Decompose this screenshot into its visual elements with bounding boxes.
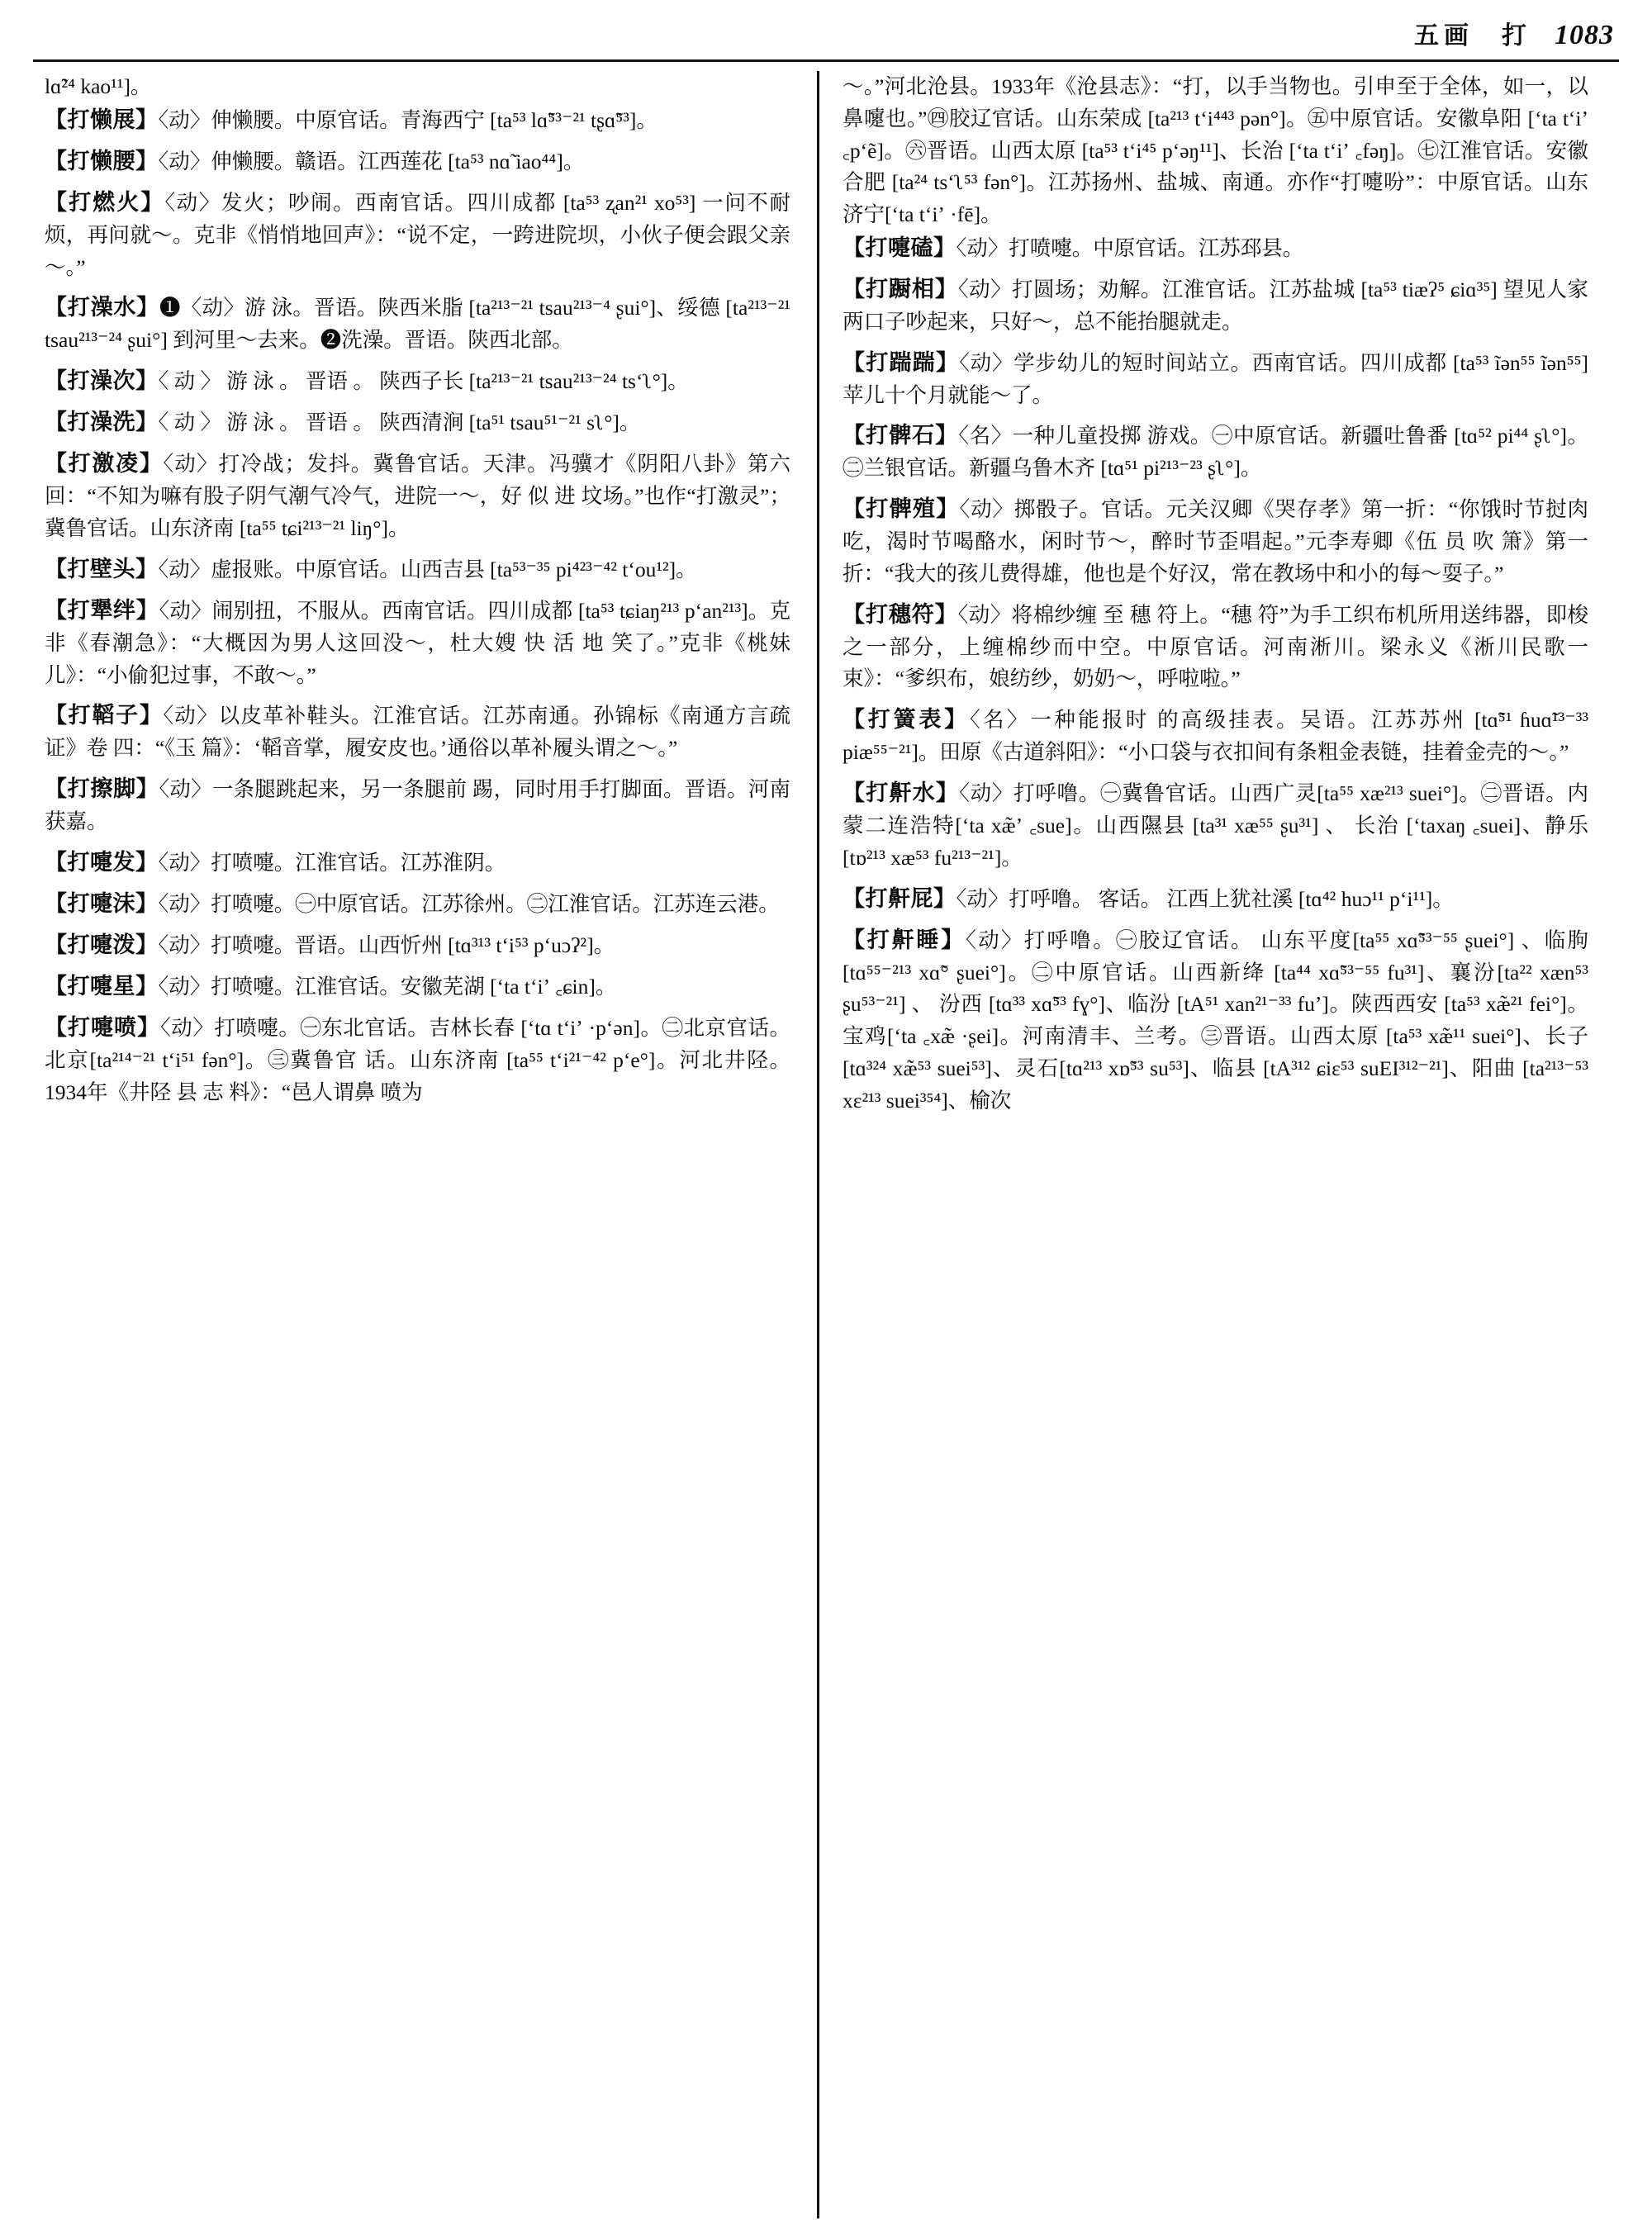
entry-headword: 【打髀殖】	[843, 496, 960, 523]
entry-text: 〈 动 〉 游 泳 。 晋语 。 陕西清涧 [ta⁵¹ tsau⁵¹⁻²¹ sʅ°]。	[158, 410, 641, 435]
entry-text: 〈动〉虚报账。中原官话。山西吉县 [ta⁵³⁻³⁵ pi⁴²³⁻⁴² tʻou¹²]。	[158, 557, 697, 581]
entry-text: 〈动〉打呼噜。 客话。 江西上犹社溪 [tɑ⁴² huɔ¹¹ pʻi¹¹]。	[956, 886, 1454, 911]
entry-text: 〈动〉伸懒腰。赣语。江西莲花 [ta⁵³ nɑ̃ iao⁴⁴]。	[158, 149, 585, 173]
dictionary-entry	[843, 419, 1588, 485]
entry-text: 〈动〉打喷嚏。晋语。山西忻州 [tɑ³¹³ tʻi⁵³ pʻuɔʔ²]。	[158, 932, 615, 957]
dictionary-entry	[45, 406, 790, 439]
entry-text: 〈动〉打喷嚏。㊀中原官话。江苏徐州。㊁江淮官话。江苏连云港。	[158, 891, 780, 916]
dictionary-entry	[843, 776, 1588, 875]
page-header	[1414, 15, 1614, 51]
entry-text: ❶〈动〉游 泳。晋语。陕西米脂 [ta²¹³⁻²¹ tsau²¹³⁻⁴ ʂui°]、绥德 [ta²¹³⁻²¹ tsau²¹³⁻²⁴ ʂui°] 到河里～去来。❷洗澡。晋语。陕西北部。	[45, 296, 791, 353]
entry-text: 〈动〉发火；吵闹。西南官话。四川成都 [ta⁵³ ʐan²¹ xo⁵³] 一问不耐烦，再问就～。克非《悄悄地回声》：“说不定，一跨进院坝，小伙子便会跟父亲～。”	[45, 190, 791, 279]
entry-text: 〈动〉学步幼儿的短时间站立。西南官话。四川成都 [ta⁵³ ĩən⁵⁵ ĩən⁵⁵] 苹儿十个月就能～了。	[843, 350, 1588, 407]
dictionary-entry	[843, 346, 1588, 412]
entry-text: 〈动〉掷骰子。官话。元关汉卿《哭存孝》第一折：“你饿时节挝肉吃，渴时节喝酪水，闲时节～，醉时节歪唱起。”元李寿卿《伍 员 吹 箫》第一折：“我大的孩儿费得雄，他也是个好汉，常在教场中和小的每～耍子。”	[843, 497, 1589, 586]
entry-text: 〈动〉打喷嚏。江淮官话。安徽芜湖 [ʻta tʻiʼ ꜀ɕin]。	[158, 974, 617, 999]
entry-headword: 【打鞱子】	[45, 703, 164, 729]
dictionary-entry	[843, 923, 1588, 1117]
entry-headword: 【打鼾屁】	[843, 885, 957, 912]
dictionary-entry	[45, 291, 790, 357]
dictionary-entry	[45, 772, 790, 838]
entry-text: 〈动〉闹别扭，不服从。西南官话。四川成都 [ta⁵³ tɕiaŋ²¹³ pʻan²¹³]。克非《春潮急》：“大概因为男人这回没～，杜大嫂 快 活 地 笑了。”克非《桃妹儿》：“小偷犯过事，不敢～。”	[45, 598, 790, 687]
entry-text: 〈动〉打呼噜。㊀冀鲁官话。山西广灵[ta⁵⁵ xæ²¹³ suei°]。㊁晋语。内蒙二连浩特[ʻta xæ̃ʼ ꜀sue]。山西隰县 [ta³¹ xæ⁵⁵ ʂu³¹] 、 长治 [ʻtaxaŋ ꜀suei]、静乐[tɒ²¹³ xæ⁵³ fu²¹³⁻²¹]。	[843, 780, 1589, 870]
entry-headword: 【打髀石】	[843, 423, 959, 449]
entry-headword: 【打穗符】	[843, 601, 958, 628]
entry-continuation	[843, 71, 1588, 231]
entry-headword: 【打燃火】	[45, 189, 165, 216]
dictionary-entry	[45, 553, 790, 586]
entry-headword: 【打澡洗】	[45, 410, 159, 436]
header-radical: 五画	[1414, 21, 1474, 50]
entry-headword: 【打擦脚】	[45, 776, 159, 803]
entry-text: 〈动〉打冷战；发抖。冀鲁官话。天津。冯骥才《阴阳八卦》第六回：“不知为嘛有股子阴气潮气冷气，进院一～，好 似 进 坟场。”也作“打激灵”；冀鲁官话。山东济南 [ta⁵⁵ tɕi²¹³⁻²¹ liŋ°]。	[45, 452, 790, 540]
entry-headword: 【打嚏星】	[45, 973, 159, 999]
entry-text: lɑ̃²⁴ kao¹¹]。	[45, 74, 152, 98]
column-divider	[817, 71, 819, 2218]
dictionary-entry	[45, 145, 790, 178]
page-number: 1083	[1555, 20, 1614, 50]
dictionary-entry	[843, 231, 1588, 265]
entry-headword: 【打鼾睡】	[843, 927, 966, 953]
dictionary-entry	[45, 970, 790, 1004]
dictionary-entry	[45, 103, 790, 137]
dictionary-entry	[843, 273, 1588, 339]
entry-headword: 【打嚏磕】	[843, 235, 957, 261]
entry-text: ～。”河北沧县。1933年《沧县志》：“打，以手当物也。引申至于全体，如一，以鼻嚔也。”㊃胶辽官话。山东荣成 [ta²¹³ tʻi⁴⁴³ pən°]。㊄中原官话。安徽阜阳 [ʻta tʻiʼ ꜀pʻẽ]。㊅晋语。山西太原 [ta⁵³ tʻi⁴⁵ pʻəŋ¹¹]、长治 [ʻta tʻiʼ ꜀fəŋ]。㊆江淮官话。安徽合肥 [ta²⁴ tsʻʅ⁵³ fən°]。江苏扬州、盐城、南通。亦作“打嚏吩”：中原官话。山东济宁[ʻta tʻiʼ ·fē]。	[843, 74, 1588, 226]
entry-text: 〈名〉一种能报时 的高级挂表。吴语。江苏苏州 [tɑ̃⁵¹ ɦuɑ̃¹³⁻³³ piæ⁵⁵⁻²¹]。田原《古道斜阳》：“小口袋与衣扣间有条粗金表链，挂着金壳的～。”	[843, 708, 1589, 765]
dictionary-entry	[45, 364, 790, 398]
entry-headword: 【打嚏发】	[45, 849, 159, 875]
dictionary-entry	[45, 594, 790, 692]
entry-headword: 【打澡水】	[45, 295, 159, 321]
entry-headword: 【打懒展】	[45, 107, 159, 133]
header-rule	[33, 59, 1619, 62]
column-right	[831, 71, 1603, 2218]
header-character: 打	[1502, 21, 1526, 50]
entry-headword: 【打蹰相】	[843, 276, 958, 302]
entry-continuation	[45, 71, 790, 103]
entry-text: 〈名〉一种儿童投掷 游戏。㊀中原官话。新疆吐鲁番 [tɑ⁵² pi⁴⁴ ʂʅ°]。㊁兰银官话。新疆乌鲁木齐 [tɑ⁵¹ pi²¹³⁻²³ ʂʅ°]。	[843, 424, 1589, 481]
entry-headword: 【打壁头】	[45, 556, 159, 582]
entry-text: 〈动〉打喷嚏。江淮官话。江苏淮阴。	[158, 850, 506, 875]
dictionary-entry	[45, 447, 790, 545]
entry-text: 〈 动 〉 游 泳 。 晋语 。 陕西子长 [ta²¹³⁻²¹ tsau²¹³⁻²⁴ tsʻʅ°]。	[158, 369, 689, 394]
entry-text: 〈动〉一条腿跳起来，另一条腿前 踢，同时用手打脚面。晋语。河南获嘉。	[45, 777, 790, 834]
dictionary-entry	[45, 887, 790, 921]
entry-text: 〈动〉伸懒腰。中原官话。青海西宁 [ta⁵³ lɑ̃⁵³⁻²¹ tʂɑ̃⁵³]。	[158, 107, 657, 132]
entry-text: 〈动〉打呼噜。㊀胶辽官话。 山东平度[ta⁵⁵ xɑ̃⁵³⁻⁵⁵ ʂuei°] 、临朐 [tɑ⁵⁵⁻²¹³ xɑ̃° ʂuei°]。㊁中原官话。山西新绛 [ta⁴⁴ xɑ̃⁵³⁻⁵⁵ fu³¹]、襄汾[ta²² xæn⁵³ ʂu⁵³⁻²¹] 、 汾西 [tɑ³³ xɑ̃⁵³ fɣ°]、临汾 [tA⁵¹ xan²¹⁻³³ fuʼ]。陕西西安 [ta⁵³ xæ̃²¹ fei°]。宝鸡[ʻta ꜀xæ̃ ·ʂei]。河南清丰、兰考。㊂晋语。山西太原 [ta⁵³ xæ̃¹¹ suei°]、长子 [tɑ³²⁴ xæ̃⁵³ suei⁵³]、灵石[tɑ²¹³ xɒ̃⁵³ su⁵³]、临县 [tA³¹² ɕiɛ⁵³ suEI³¹²⁻²¹]、阳曲 [ta²¹³⁻⁵³ xɛ²¹³ suei³⁵⁴]、榆次	[843, 928, 1588, 1113]
entry-headword: 【打懒腰】	[45, 148, 159, 174]
page-columns	[33, 71, 1619, 2218]
entry-headword: 【打踹踹】	[843, 349, 960, 376]
dictionary-entry	[843, 882, 1588, 916]
dictionary-entry	[45, 699, 790, 765]
dictionary-entry	[843, 703, 1588, 769]
entry-headword: 【打激凌】	[45, 451, 164, 477]
entry-headword: 【打嚏泼】	[45, 932, 159, 958]
entry-text: 〈动〉打喷嚏。中原官话。江苏邳县。	[956, 235, 1304, 260]
entry-headword: 【打鼾水】	[843, 780, 960, 806]
dictionary-entry	[45, 186, 790, 284]
entry-text: 〈动〉将棉纱缠 至 穗 符上。“穗 符”为手工织布机所用送纬器，即梭之一部分，上缠棉纱而中空。中原官话。河南淅川。梁永义《淅川民歌一束》：“爹织布，娘纺纱，奶奶～，呼啦啦。”	[843, 602, 1589, 691]
entry-text: 〈动〉以皮革补鞋头。江淮官话。江苏南通。孙锦标《南通方言疏 证》卷 四：“《玉 篇》：‘鞱音掌，履安皮也。’通俗以革补履头谓之～。”	[45, 704, 790, 761]
entry-text: 〈动〉打圆场；劝解。江淮官话。江苏盐城 [ta⁵³ tiæʔ⁵ ɕiɑ³⁵] 望见人家两口子吵起来，只好～，总不能抬腿就走。	[843, 277, 1588, 334]
dictionary-entry	[843, 598, 1588, 696]
column-left	[33, 71, 805, 2218]
entry-headword: 【打嚏喷】	[45, 1014, 161, 1041]
dictionary-entry	[45, 928, 790, 962]
entry-headword: 【打嚏沫】	[45, 890, 159, 917]
dictionary-entry	[45, 1011, 790, 1109]
entry-headword: 【打澡次】	[45, 368, 159, 395]
entry-headword: 【打犟绊】	[45, 597, 159, 624]
entry-headword: 【打簧表】	[843, 707, 970, 733]
dictionary-entry	[45, 846, 790, 880]
entry-text: 〈动〉打喷嚏。㊀东北官话。吉林长春 [ʻtɑ tʻiʼ ·pʻən]。㊁北京官话。北京[ta²¹⁴⁻²¹ tʻi⁵¹ fən°]。㊂冀鲁官 话。山东济南 [ta⁵⁵ tʻi²¹⁻⁴² pʻe°]。河北井陉。1934年《井陉 县 志 料》：“邑人谓鼻 喷为	[45, 1015, 790, 1104]
dictionary-entry	[843, 492, 1588, 591]
